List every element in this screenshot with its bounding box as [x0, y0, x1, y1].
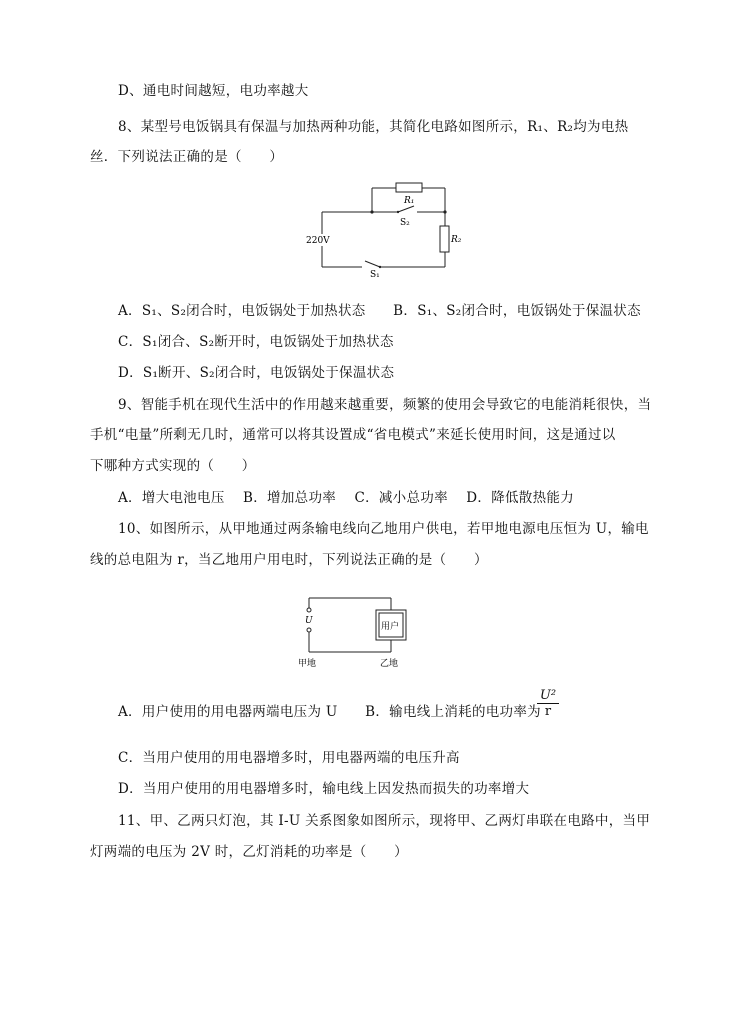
question-10-line1: 10、如图所示，从甲地通过两条输电线向乙地用户供电，若甲地电源电压恒为 U，输电 — [118, 521, 649, 537]
question-8-line2: 丝．下列说法正确的是（ ） — [90, 149, 284, 165]
question-10-option-c: C．当用户使用的用电器增多时，用电器两端的电压升高 — [118, 750, 460, 766]
question-8-options-ab: A．S₁、S₂闭合时，电饭锅处于加热状态 B．S₁、S₂闭合时，电饭锅处于保温状态 — [118, 303, 641, 319]
question-8-line1: 8、某型号电饭锅具有保温与加热两种功能，其简化电路如图所示，R₁、R₂均为电热 — [118, 119, 629, 135]
switch-s1 — [365, 261, 380, 267]
label-user: 用户 — [381, 622, 400, 632]
transmission-line-diagram — [296, 590, 420, 670]
rice-cooker-circuit-diagram — [300, 180, 470, 278]
label-u: U — [305, 616, 313, 626]
question-9-line3: 下哪种方式实现的（ ） — [90, 458, 256, 474]
question-9-line1: 9、智能手机在现代生活中的作用越来越重要，频繁的使用会导致它的电能消耗很快，当 — [118, 397, 652, 413]
power-fraction — [537, 688, 559, 719]
label-jia: 甲地 — [298, 659, 317, 669]
question-9-line2: 手机“电量”所剩无几时，通常可以将其设置成“省电模式”来延长使用时间，这是通过以 — [90, 427, 616, 443]
fraction-numerator: U² — [537, 688, 559, 704]
label-r1: R₁ — [404, 196, 415, 206]
option-d-q7: D、通电时间越短，电功率越大 — [118, 83, 309, 99]
label-r2: R₂ — [451, 235, 462, 245]
question-10-option-d: D．当用户使用的用电器增多时，输电线上因发热而损失的功率增大 — [118, 781, 530, 797]
label-s1: S₁ — [370, 270, 380, 278]
switch-s2 — [398, 206, 414, 212]
fraction-denominator: r — [544, 704, 552, 719]
question-8-option-d: D．S₁断开、S₂闭合时，电饭锅处于保温状态 — [118, 365, 395, 381]
label-yi: 乙地 — [380, 659, 399, 669]
question-8-option-c: C．S₁闭合、S₂断开时，电饭锅处于加热状态 — [118, 334, 394, 350]
resistor-r2 — [440, 226, 449, 252]
question-9-options: A．增大电池电压 B．增加总功率 C．减小总功率 D．降低散热能力 — [118, 490, 574, 506]
question-10-line2: 线的总电阻为 r，当乙地用户用电时，下列说法正确的是（ ） — [90, 552, 488, 568]
question-10-options-ab: A．用户使用的用电器两端电压为 U B．输电线上消耗的电功率为 — [118, 704, 541, 720]
label-220v: 220V — [306, 236, 330, 246]
question-11-line2: 灯两端的电压为 2V 时，乙灯消耗的功率是（ ） — [90, 844, 408, 860]
resistor-r1 — [396, 183, 422, 192]
question-11-line1: 11、甲、乙两只灯泡，其 I-U 关系图象如图所示，现将甲、乙两灯串联在电路中，当甲 — [118, 813, 651, 829]
label-s2: S₂ — [400, 218, 410, 228]
